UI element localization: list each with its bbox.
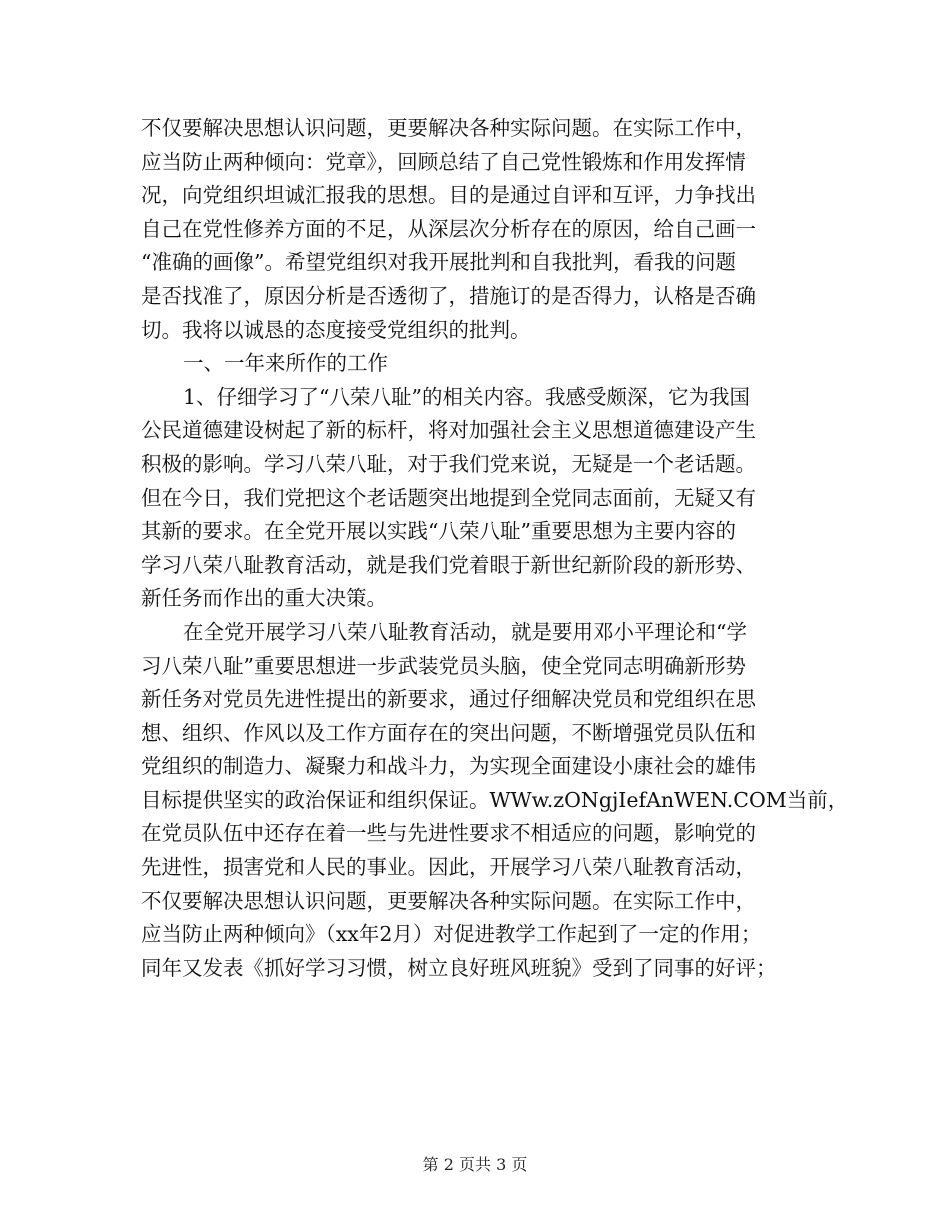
text-line: “准确的画像”。希望党组织对我开展批判和自我批判，看我的问题 — [141, 250, 736, 275]
text-line: 新任务而作出的重大决策。 — [141, 586, 387, 611]
text-line: 积极的影响。学习八荣八耻，对于我们党来说，无疑是一个老话题。 — [141, 451, 756, 476]
text-line: 想、组织、作风以及工作方面存在的突出问题，不断增强党员队伍和 — [141, 720, 756, 745]
text-line: 不仅要解决思想认识问题，更要解决各种实际问题。在实际工作中， — [141, 888, 756, 913]
document-body — [141, 112, 849, 985]
text-line: 自己在党性修养方面的不足，从深层次分析存在的原因，给自己画一 — [141, 216, 756, 241]
text-line: 应当防止两种倾向》（xx年2月）对促进教学工作起到了一定的作用； — [141, 922, 762, 947]
text-line: 在全党开展学习八荣八耻教育活动，就是要用邓小平理论和“学 — [183, 619, 747, 644]
text-line: 党组织的制造力、凝聚力和战斗力，为实现全面建设小康社会的雄伟 — [141, 754, 756, 779]
text-line: 切。我将以诚恳的态度接受党组织的批判。 — [141, 317, 531, 342]
text-line: 其新的要求。在全党开展以实践“八荣八耻”重要思想为主要内容的 — [141, 519, 736, 544]
text-line: 同年又发表《抓好学习习惯，树立良好班风班貌》受到了同事的好评； — [141, 955, 777, 980]
text-line: 应当防止两种倾向：党章》，回顾总结了自己党性锻炼和作用发挥情 — [141, 149, 746, 174]
text-line: 但在今日，我们党把这个老话题突出地提到全党同志面前，无疑又有 — [141, 485, 756, 510]
text-line: 不仅要解决思想认识问题，更要解决各种实际问题。在实际工作中， — [141, 116, 756, 140]
text-line: 先进性，损害党和人民的事业。因此，开展学习八荣八耻教育活动， — [141, 855, 756, 880]
text-line: 况，向党组织坦诚汇报我的思想。目的是通过自评和互评，力争找出 — [141, 183, 756, 208]
text-line: 习八荣八耻”重要思想进一步武装党员头脑，使全党同志明确新形势 — [141, 653, 746, 678]
text-line: 在党员队伍中还存在着一些与先进性要求不相适应的问题，影响党的 — [141, 821, 756, 846]
text-line: 一、一年来所作的工作 — [183, 351, 388, 376]
page-footer: 第 2 页共 3 页 — [422, 1155, 528, 1174]
text-line: 是否找准了，原因分析是否透彻了，措施订的是否得力，认格是否确 — [141, 283, 756, 308]
text-line: 1、仔细学习了“八荣八耻”的相关内容。我感受颇深，它为我国 — [183, 384, 751, 409]
text-line: 目标提供坚实的政治保证和组织保证。WWw.zONgjIefAnWEN.COM当前， — [141, 787, 849, 812]
text-line: 公民道德建设树起了新的标杆，将对加强社会主义思想道德建设产生 — [141, 418, 756, 443]
text-line: 学习八荣八耻教育活动，就是我们党着眼于新世纪新阶段的新形势、 — [141, 552, 756, 577]
text-line: 新任务对党员先进性提出的新要求，通过仔细解决党员和党组织在思 — [141, 687, 756, 712]
